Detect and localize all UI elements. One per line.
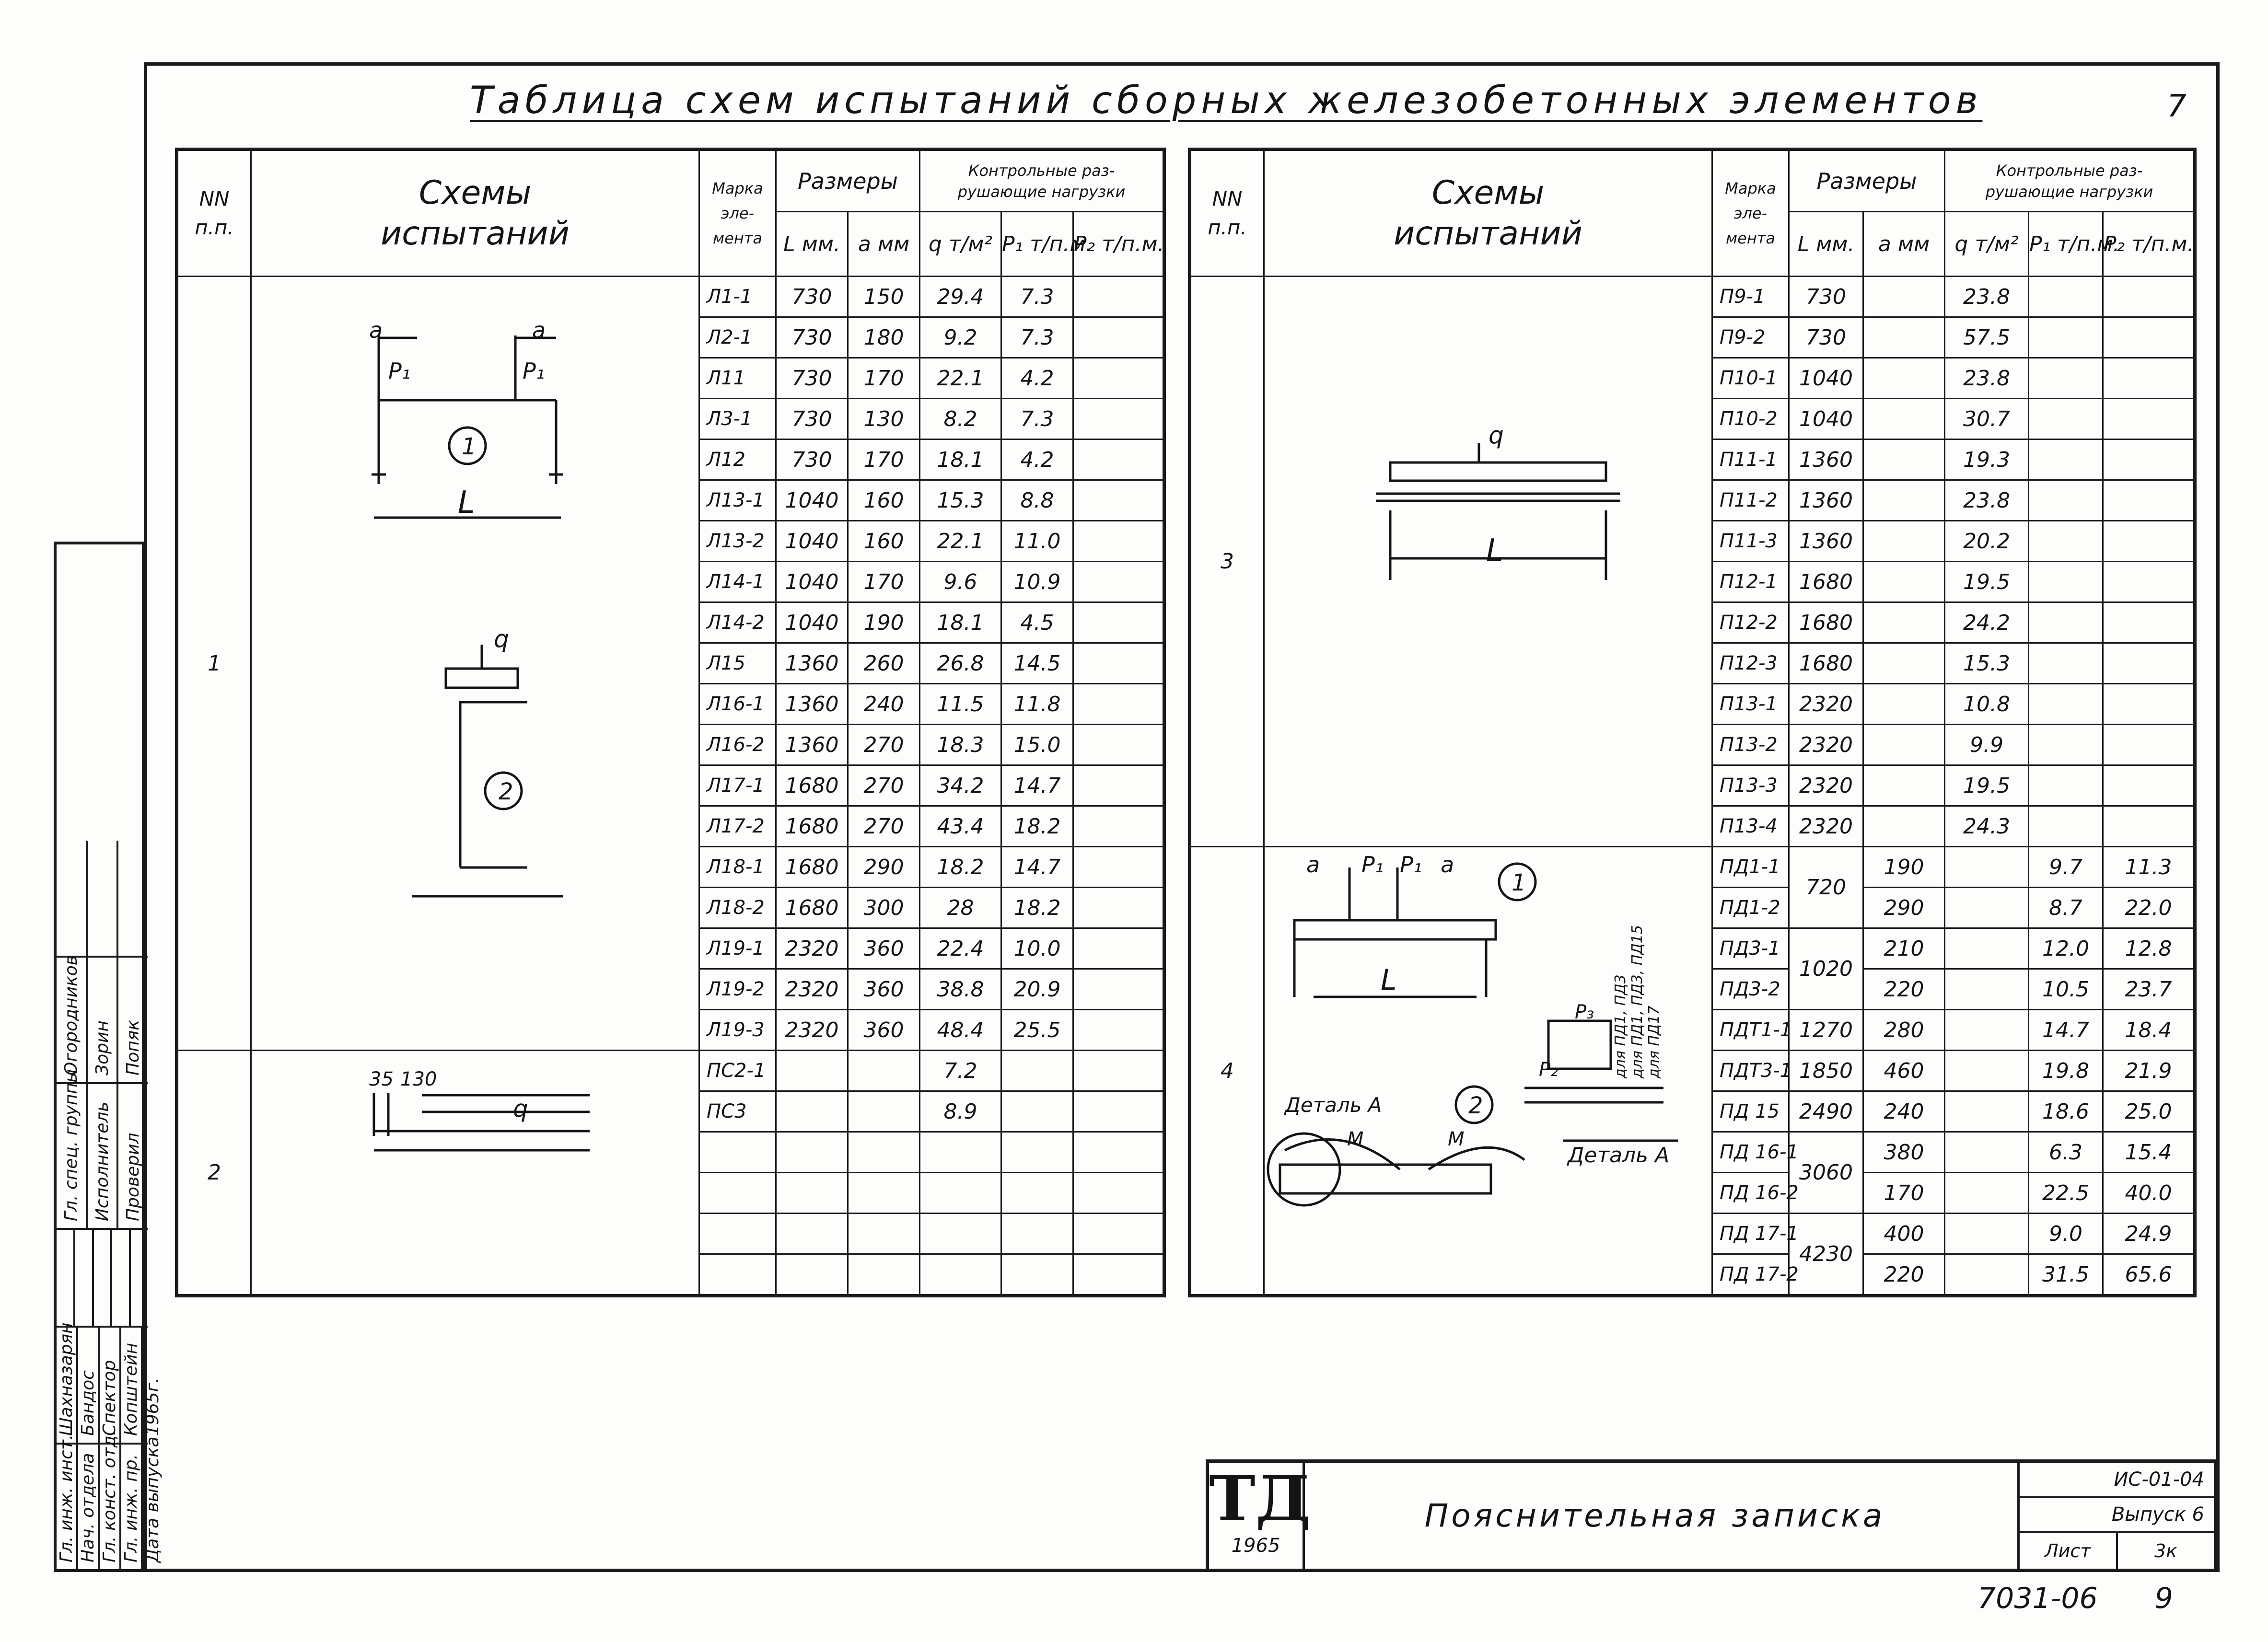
cell-a: 360 <box>848 969 920 1010</box>
cell-mark: ПД 17-2 <box>1712 1254 1789 1296</box>
cell-a: 290 <box>848 847 920 888</box>
cell-q: 26.8 <box>920 643 1001 684</box>
page-number: 7 <box>2167 89 2187 124</box>
cell-mark: ПД1-2 <box>1712 888 1789 928</box>
cell-mark: ПД3-1 <box>1712 928 1789 969</box>
cell-q: 18.1 <box>920 602 1001 643</box>
cell-q: 9.9 <box>1945 725 2029 765</box>
header-loads: Контрольные раз- рушающие нагрузки <box>1945 150 2195 212</box>
label-l-scheme3: L <box>1486 533 1503 568</box>
cell-a: 190 <box>1863 847 1945 888</box>
cell-q: 15.3 <box>1945 643 2029 684</box>
cell-q: 48.4 <box>920 1010 1001 1051</box>
cell-a: 240 <box>848 684 920 725</box>
header-a: a мм <box>1863 212 1945 277</box>
label-p1-left: P₁ <box>388 358 411 384</box>
header-mark: Марка эле- мента <box>1712 150 1789 277</box>
document-issue: Выпуск 6 <box>2020 1498 2214 1534</box>
cell-a: 400 <box>1863 1214 1945 1254</box>
cell-q: 20.2 <box>1945 521 2029 562</box>
cell-a: 360 <box>848 1010 920 1051</box>
header-p1: P₁ т/п.м. <box>2029 212 2103 277</box>
cell-a: 270 <box>848 806 920 847</box>
cell-L: 730 <box>776 317 848 358</box>
label-q-scheme2: q <box>513 1095 528 1122</box>
cell-a: 360 <box>848 928 920 969</box>
label-a-s4-right: a <box>1441 852 1454 878</box>
cell-L: 1680 <box>776 847 848 888</box>
cell-mark: Л19-1 <box>699 928 776 969</box>
cell-mark: Л14-2 <box>699 602 776 643</box>
group-number: 2 <box>177 1051 251 1296</box>
cell-a: 300 <box>848 888 920 928</box>
header-p2: P₂ т/п.м. <box>2103 212 2195 277</box>
cell-L: 1680 <box>1789 562 1863 602</box>
cell-L: 2320 <box>776 969 848 1010</box>
cell-a: 170 <box>848 358 920 399</box>
stamp-date: 1965г. <box>143 1377 163 1436</box>
cell-L: 1040 <box>1789 358 1863 399</box>
cell-q: 57.5 <box>1945 317 2029 358</box>
cell-p1: 22.5 <box>2029 1173 2103 1214</box>
cell-mark: П12-1 <box>1712 562 1789 602</box>
header-schemes: Схемы испытаний <box>1264 150 1712 277</box>
cell-L: 730 <box>776 439 848 480</box>
stamp-person: Зорин <box>88 958 119 1082</box>
cell-p1: 4.2 <box>1001 358 1073 399</box>
cell-p2: 40.0 <box>2103 1173 2195 1214</box>
cell-L: 1270 <box>1789 1010 1863 1051</box>
cell-a: 260 <box>848 643 920 684</box>
cell-mark: ПС3 <box>699 1091 776 1132</box>
cell-L: 2320 <box>1789 765 1863 806</box>
header-q: q т/м² <box>920 212 1001 277</box>
cell-p1: 18.6 <box>2029 1091 2103 1132</box>
cell-L: 2490 <box>1789 1091 1863 1132</box>
cell-mark: П11-2 <box>1712 480 1789 521</box>
cell-mark: Л11 <box>699 358 776 399</box>
note-pd15: для ПД1, ПД3, ПД15 <box>1629 925 1646 1078</box>
cell-L: 1680 <box>776 806 848 847</box>
header-q: q т/м² <box>1945 212 2029 277</box>
group-number: 4 <box>1190 847 1264 1296</box>
cell-q: 19.5 <box>1945 562 2029 602</box>
cell-mark: Л18-1 <box>699 847 776 888</box>
cell-a: 180 <box>848 317 920 358</box>
cell-mark: П13-2 <box>1712 725 1789 765</box>
cell-p1: 18.2 <box>1001 888 1073 928</box>
cell-a: 270 <box>848 765 920 806</box>
stamp-person: Огородников <box>57 958 88 1082</box>
cell-mark: П10-1 <box>1712 358 1789 399</box>
cell-p1: 15.0 <box>1001 725 1073 765</box>
cell-p1: 4.5 <box>1001 602 1073 643</box>
cell-L: 1680 <box>1789 643 1863 684</box>
cell-L: 1040 <box>776 480 848 521</box>
cell-p1: 8.7 <box>2029 888 2103 928</box>
cell-mark: ПД 16-2 <box>1712 1173 1789 1214</box>
cell-q: 23.8 <box>1945 480 2029 521</box>
cell-q: 30.7 <box>1945 399 2029 439</box>
header-loads: Контрольные раз- рушающие нагрузки <box>920 150 1164 212</box>
header-p2: P₂ т/п.м. <box>1073 212 1164 277</box>
cell-q: 7.2 <box>920 1051 1001 1091</box>
header-a: a мм <box>848 212 920 277</box>
cell-a: 270 <box>848 725 920 765</box>
cell-q: 9.6 <box>920 562 1001 602</box>
cell-q: 29.4 <box>920 277 1001 317</box>
cell-a: 280 <box>1863 1010 1945 1051</box>
cell-q: 24.3 <box>1945 806 2029 847</box>
label-l: L <box>458 485 475 520</box>
cell-mark: ПД1-1 <box>1712 847 1789 888</box>
header-sizes: Размеры <box>1789 150 1945 212</box>
cell-p1: 11.8 <box>1001 684 1073 725</box>
cell-a: 210 <box>1863 928 1945 969</box>
cell-q: 19.3 <box>1945 439 2029 480</box>
cell-L: 730 <box>776 358 848 399</box>
cell-p1: 10.0 <box>1001 928 1073 969</box>
cell-q: 22.4 <box>920 928 1001 969</box>
stamp-role: Гл. инж. пр. <box>121 1445 143 1569</box>
cell-p1: 6.3 <box>2029 1132 2103 1173</box>
cell-q: 8.2 <box>920 399 1001 439</box>
cell-p1: 14.7 <box>2029 1010 2103 1051</box>
cell-mark: ПДТ3-1 <box>1712 1051 1789 1091</box>
sheet-label: Лист <box>2045 1540 2091 1561</box>
cell-mark: Л17-1 <box>699 765 776 806</box>
label-p2: P₂ <box>1539 1059 1559 1081</box>
group-number: 3 <box>1190 277 1264 847</box>
cell-L: 1040 <box>1789 399 1863 439</box>
stamp-role: Гл. спец. группы <box>57 1084 88 1228</box>
cell-q: 23.8 <box>1945 277 2029 317</box>
cell-mark: Л18-2 <box>699 888 776 928</box>
header-schemes: Схемы испытаний <box>251 150 699 277</box>
cell-p1: 7.3 <box>1001 317 1073 358</box>
cell-a: 290 <box>1863 888 1945 928</box>
cell-L: 1360 <box>776 643 848 684</box>
circle-1-label: 1 <box>462 433 477 460</box>
cell-a: 380 <box>1863 1132 1945 1173</box>
cell-L: 2320 <box>1789 684 1863 725</box>
cell-p1: 7.3 <box>1001 277 1073 317</box>
cell-a: 130 <box>848 399 920 439</box>
cell-L: 1040 <box>776 521 848 562</box>
label-dim35: 35 <box>369 1068 394 1090</box>
cell-a: 240 <box>1863 1091 1945 1132</box>
cell-mark: ПД 17-1 <box>1712 1214 1789 1254</box>
stamp-role: Проверил <box>123 1133 143 1221</box>
cell-L: 2320 <box>1789 725 1863 765</box>
label-detail-a: Деталь А <box>1285 1093 1382 1117</box>
cell-mark: П11-1 <box>1712 439 1789 480</box>
label-p1-s4-right: P₁ <box>1400 852 1422 878</box>
footer-page: 9 <box>2154 1582 2173 1615</box>
cell-mark: ПД 16-1 <box>1712 1132 1789 1173</box>
circle-2-label-s4: 2 <box>1468 1092 1483 1119</box>
cell-mark: Л19-3 <box>699 1010 776 1051</box>
cell-q: 8.9 <box>920 1091 1001 1132</box>
cell-mark: Л14-1 <box>699 562 776 602</box>
cell-L: 1040 <box>776 602 848 643</box>
cell-L: 730 <box>1789 277 1863 317</box>
label-a-s4-left: a <box>1306 852 1320 878</box>
cell-a: 160 <box>848 480 920 521</box>
archive-code: 7031-06 <box>1977 1582 2098 1615</box>
cell-q: 18.2 <box>920 847 1001 888</box>
cell-L: 720 <box>1789 847 1863 928</box>
stamp-role: Дата выпуска <box>143 1436 163 1562</box>
cell-q: 11.5 <box>920 684 1001 725</box>
cell-p1: 31.5 <box>2029 1254 2103 1296</box>
cell-p1: 11.0 <box>1001 521 1073 562</box>
cell-q: 22.1 <box>920 521 1001 562</box>
cell-a: 190 <box>848 602 920 643</box>
cell-mark: П13-4 <box>1712 806 1789 847</box>
cell-mark: П12-2 <box>1712 602 1789 643</box>
header-nn: NN п.п. <box>1190 150 1264 277</box>
cell-mark: Л13-2 <box>699 521 776 562</box>
cell-p2: 23.7 <box>2103 969 2195 1010</box>
cell-mark: П9-1 <box>1712 277 1789 317</box>
cell-q: 18.1 <box>920 439 1001 480</box>
cell-q: 18.3 <box>920 725 1001 765</box>
document-code: ИС-01-04 <box>2020 1463 2214 1498</box>
stamp-person: Копштейн <box>121 1328 143 1443</box>
cell-p1: 14.7 <box>1001 765 1073 806</box>
cell-p1: 8.8 <box>1001 480 1073 521</box>
circle-2-label: 2 <box>499 778 513 805</box>
label-p3: P₃ <box>1575 1001 1594 1023</box>
cell-mark: Л12 <box>699 439 776 480</box>
cell-q: 23.8 <box>1945 358 2029 399</box>
cell-mark: ПД3-2 <box>1712 969 1789 1010</box>
cell-mark: П13-1 <box>1712 684 1789 725</box>
label-p1-s4-left: P₁ <box>1361 852 1384 878</box>
cell-p1: 25.5 <box>1001 1010 1073 1051</box>
group-number: 1 <box>177 277 251 1051</box>
header-mark: Марка эле- мента <box>699 150 776 277</box>
cell-mark: П11-3 <box>1712 521 1789 562</box>
cell-L: 730 <box>776 399 848 439</box>
cell-q: 24.2 <box>1945 602 2029 643</box>
cell-p1: 7.3 <box>1001 399 1073 439</box>
cell-p2: 12.8 <box>2103 928 2195 969</box>
header-p1: P₁ т/п.м. <box>1001 212 1073 277</box>
cell-q: 28 <box>920 888 1001 928</box>
cell-L: 3060 <box>1789 1132 1863 1214</box>
institute-logo: ТД 1965 <box>1209 1463 1305 1569</box>
cell-p1: 18.2 <box>1001 806 1073 847</box>
sheet-value: 3к <box>2116 1533 2214 1569</box>
label-moment-left: M <box>1347 1128 1364 1150</box>
cell-p2: 25.0 <box>2103 1091 2195 1132</box>
cell-q: 9.2 <box>920 317 1001 358</box>
cell-p1: 19.8 <box>2029 1051 2103 1091</box>
cell-L: 1360 <box>1789 480 1863 521</box>
cell-p1: 10.9 <box>1001 562 1073 602</box>
cell-L: 730 <box>776 277 848 317</box>
cell-q: 43.4 <box>920 806 1001 847</box>
stamp-person: Спектор <box>100 1328 121 1443</box>
note-pd1-pd3: для ПД1, ПД3 <box>1612 974 1629 1078</box>
cell-mark: П12-3 <box>1712 643 1789 684</box>
cell-p1: 9.0 <box>2029 1214 2103 1254</box>
cell-mark: П9-2 <box>1712 317 1789 358</box>
cell-mark: ПС2-1 <box>699 1051 776 1091</box>
stamp-person: Бандос <box>78 1328 100 1443</box>
cell-L: 1680 <box>776 765 848 806</box>
cell-p1: 4.2 <box>1001 439 1073 480</box>
cell-q: 10.8 <box>1945 684 2029 725</box>
cell-q: 34.2 <box>920 765 1001 806</box>
header-l: L мм. <box>776 212 848 277</box>
note-pd17: для ПД17 <box>1646 1006 1663 1078</box>
cell-p2: 22.0 <box>2103 888 2195 928</box>
cell-a: 460 <box>1863 1051 1945 1091</box>
label-detail-a-2: Деталь А <box>1568 1143 1670 1168</box>
cell-p2: 65.6 <box>2103 1254 2195 1296</box>
cell-a: 170 <box>1863 1173 1945 1214</box>
cell-a: 220 <box>1863 969 1945 1010</box>
label-moment-right: M <box>1448 1128 1465 1150</box>
header-nn: NN п.п. <box>177 150 251 277</box>
cell-L: 1680 <box>1789 602 1863 643</box>
cell-L: 1020 <box>1789 928 1863 1010</box>
cell-L: 1680 <box>776 888 848 928</box>
cell-L: 1360 <box>776 684 848 725</box>
label-a-right: a <box>532 317 546 343</box>
stamp-role: Гл. инж. инст. <box>57 1445 78 1569</box>
cell-L: 2320 <box>776 928 848 969</box>
header-l: L мм. <box>1789 212 1863 277</box>
cell-mark: Л13-1 <box>699 480 776 521</box>
cell-mark: П10-2 <box>1712 399 1789 439</box>
cell-L: 1360 <box>1789 439 1863 480</box>
cell-p1: 14.7 <box>1001 847 1073 888</box>
cell-L: 2320 <box>1789 806 1863 847</box>
document-name: Пояснительная записка <box>1424 1497 1885 1534</box>
label-q-scheme3: q <box>1489 421 1504 449</box>
cell-mark: ПДТ1-1 <box>1712 1010 1789 1051</box>
cell-mark: Л19-2 <box>699 969 776 1010</box>
stamp-role: Нач. отдела <box>78 1445 100 1569</box>
cell-p1: 9.7 <box>2029 847 2103 888</box>
stamp-role: Гл. конст. отд. <box>100 1445 121 1569</box>
cell-L: 1360 <box>776 725 848 765</box>
cell-p2: 21.9 <box>2103 1051 2195 1091</box>
cell-p1: 12.0 <box>2029 928 2103 969</box>
cell-p1: 14.5 <box>1001 643 1073 684</box>
cell-mark: Л16-2 <box>699 725 776 765</box>
cell-L: 1850 <box>1789 1051 1863 1091</box>
cell-p2: 24.9 <box>2103 1214 2195 1254</box>
page-title: Таблица схем испытаний сборных железобетонных элементов <box>470 79 1983 122</box>
title-block <box>1206 1459 2217 1572</box>
footer-code <box>1977 1582 2173 1615</box>
cell-a: 170 <box>848 439 920 480</box>
label-a-left: a <box>369 317 383 343</box>
label-dim130: 130 <box>400 1068 437 1090</box>
cell-a: 170 <box>848 562 920 602</box>
cell-L: 1040 <box>776 562 848 602</box>
stamp-role: Исполнитель <box>88 1084 119 1228</box>
label-l-scheme4: L <box>1381 963 1397 997</box>
cell-p2: 15.4 <box>2103 1132 2195 1173</box>
cell-q: 22.1 <box>920 358 1001 399</box>
cell-mark: Л16-1 <box>699 684 776 725</box>
cell-q: 19.5 <box>1945 765 2029 806</box>
stamp-person: Попяк <box>123 1019 143 1075</box>
label-p1-right: P₁ <box>523 358 545 384</box>
stamp-person: Шахназарян <box>57 1328 78 1443</box>
cell-mark: П13-3 <box>1712 765 1789 806</box>
cell-a: 160 <box>848 521 920 562</box>
cell-p1: 10.5 <box>2029 969 2103 1010</box>
cell-L: 730 <box>1789 317 1863 358</box>
cell-q: 38.8 <box>920 969 1001 1010</box>
cell-p1: 20.9 <box>1001 969 1073 1010</box>
cell-mark: Л1-1 <box>699 277 776 317</box>
cell-mark: ПД 15 <box>1712 1091 1789 1132</box>
cell-p2: 11.3 <box>2103 847 2195 888</box>
cell-L: 4230 <box>1789 1214 1863 1296</box>
header-sizes: Размеры <box>776 150 920 212</box>
cell-mark: Л15 <box>699 643 776 684</box>
cell-L: 2320 <box>776 1010 848 1051</box>
cell-mark: Л17-2 <box>699 806 776 847</box>
cell-q: 15.3 <box>920 480 1001 521</box>
cell-L: 1360 <box>1789 521 1863 562</box>
cell-p2: 18.4 <box>2103 1010 2195 1051</box>
circle-1-label-s4: 1 <box>1512 869 1526 896</box>
cell-mark: Л2-1 <box>699 317 776 358</box>
cell-a: 150 <box>848 277 920 317</box>
cell-mark: Л3-1 <box>699 399 776 439</box>
label-q: q <box>494 625 509 653</box>
approval-stamp <box>54 542 163 1572</box>
cell-a: 220 <box>1863 1254 1945 1296</box>
